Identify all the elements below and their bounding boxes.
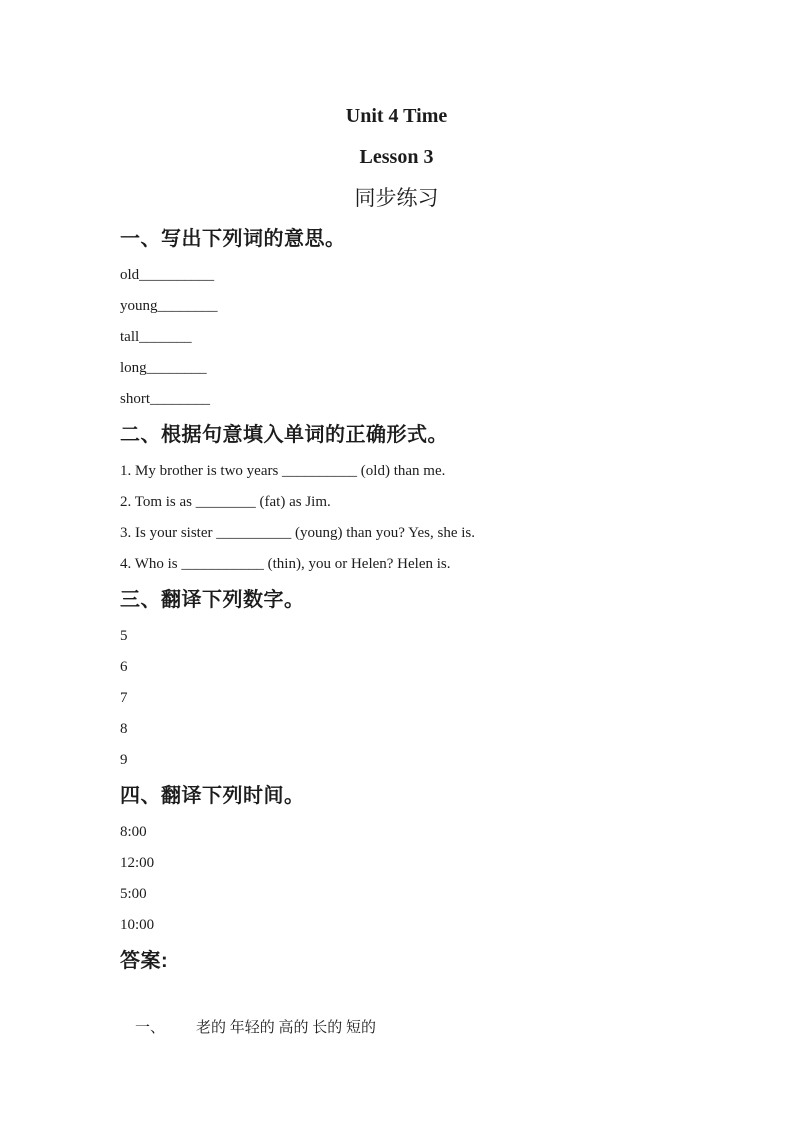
section-1-heading: 一、写出下列词的意思。 [120,228,346,250]
number-item-9: 9 [120,752,128,768]
number-item-8: 8 [120,721,128,737]
word-item-long: long________ [120,360,207,376]
word-item-young: young________ [120,298,218,314]
sentence-item-3: 3. Is your sister __________ (young) than you? Yes, she is. [120,525,475,541]
word-item-old: old__________ [120,267,215,283]
sentence-item-1: 1. My brother is two years __________ (old) than me. [120,463,446,479]
section-2-heading: 二、根据句意填入单词的正确形式。 [120,424,448,446]
time-item-2: 12:00 [120,855,155,871]
subtitle-exercise: 同步练习 [354,186,439,210]
time-item-4: 10:00 [120,917,155,933]
word-item-short: short________ [120,391,210,407]
answers-row-label: 一、 [135,1020,166,1036]
answers-row-1 [120,982,733,1075]
word-item-tall: tall_______ [120,329,192,345]
number-item-5: 5 [120,628,128,644]
section-4-heading: 四、翻译下列时间。 [120,785,305,807]
number-item-7: 7 [120,690,128,706]
lesson-title: Lesson 3 [359,146,434,168]
title-block [0,96,793,219]
answers-heading: 答案: [120,950,169,972]
unit-title: Unit 4 Time [345,105,448,127]
time-item-1: 8:00 [120,824,147,840]
sentence-item-4: 4. Who is ___________ (thin), you or Helen? Helen is. [120,556,451,572]
answers-row-text: 老的 年轻的 高的 长的 短的 [196,1020,377,1036]
number-item-6: 6 [120,659,128,675]
sentence-item-2: 2. Tom is as ________ (fat) as Jim. [120,494,331,510]
section-3-heading: 三、翻译下列数字。 [120,589,305,611]
time-item-3: 5:00 [120,886,147,902]
